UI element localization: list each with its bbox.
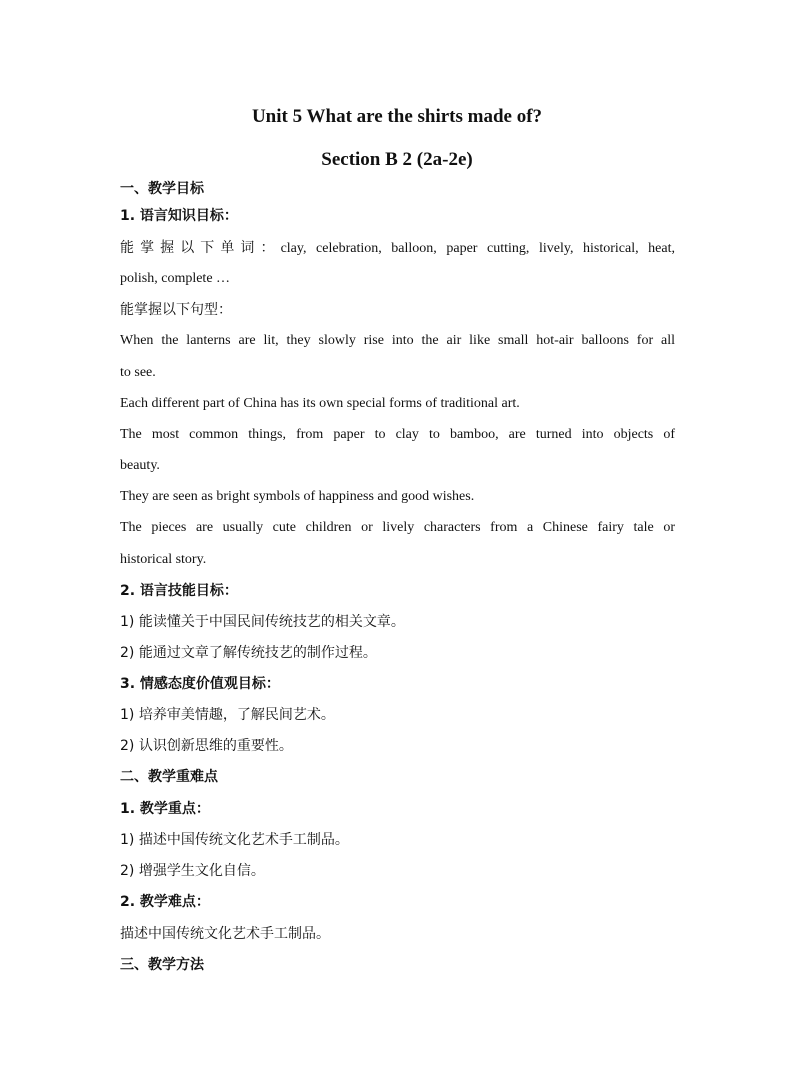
document-title: Unit 5 What are the shirts made of? <box>251 106 543 127</box>
words-line-2: polish, complete … <box>120 271 231 286</box>
sentences-intro: 能掌握以下句型： <box>120 302 232 318</box>
methods-heading: 三、教学方法 <box>120 957 204 973</box>
knowledge-heading: 1. 语言知识目标： <box>120 208 238 224</box>
sentence-3-line-1: The most common things, from paper to clay to bamboo, are turned into objects of <box>120 427 675 442</box>
attitude-2: 2) 认识创新思维的重要性。 <box>120 738 293 754</box>
sentence-5-line-1: The pieces are usually cute children or lively characters from a Chinese fairy tale or <box>120 520 675 535</box>
sentence-2: Each different part of China has its own special forms of traditional art. <box>120 396 520 411</box>
sentence-3-line-2: beauty. <box>120 458 160 473</box>
difficulty-heading: 2. 教学难点： <box>120 894 210 910</box>
keypoints-heading: 二、教学重难点 <box>120 769 218 785</box>
difficulty-1: 描述中国传统文化艺术手工制品。 <box>120 926 330 942</box>
focus-1: 1) 描述中国传统文化艺术手工制品。 <box>120 832 349 848</box>
sentence-5-line-2: historical story. <box>120 552 207 567</box>
attitude-heading: 3. 情感态度价值观目标： <box>120 676 280 692</box>
sentence-1-line-2: to see. <box>120 365 156 380</box>
focus-2: 2) 增强学生文化自信。 <box>120 863 265 879</box>
objectives-heading: 一、教学目标 <box>120 181 204 197</box>
words-list-1: clay, celebration, balloon, paper cutting, lively, historical, heat, <box>280 241 675 256</box>
skills-heading: 2. 语言技能目标： <box>120 583 238 599</box>
sentence-1-line-1: When the lanterns are lit, they slowly rise into the air like small hot-air balloons for all <box>120 333 675 348</box>
words-line-1 <box>120 239 675 258</box>
skill-2: 2) 能通过文章了解传统技艺的制作过程。 <box>120 645 377 661</box>
sentence-4: They are seen as bright symbols of happiness and good wishes. <box>120 489 475 504</box>
attitude-1: 1) 培养审美情趣，了解民间艺术。 <box>120 707 335 723</box>
focus-heading: 1. 教学重点： <box>120 801 210 817</box>
document-subtitle: Section B 2 (2a-2e) <box>321 149 473 170</box>
skill-1: 1) 能读懂关于中国民间传统技艺的相关文章。 <box>120 614 405 630</box>
words-intro: 能掌握以下单词： <box>120 240 281 256</box>
